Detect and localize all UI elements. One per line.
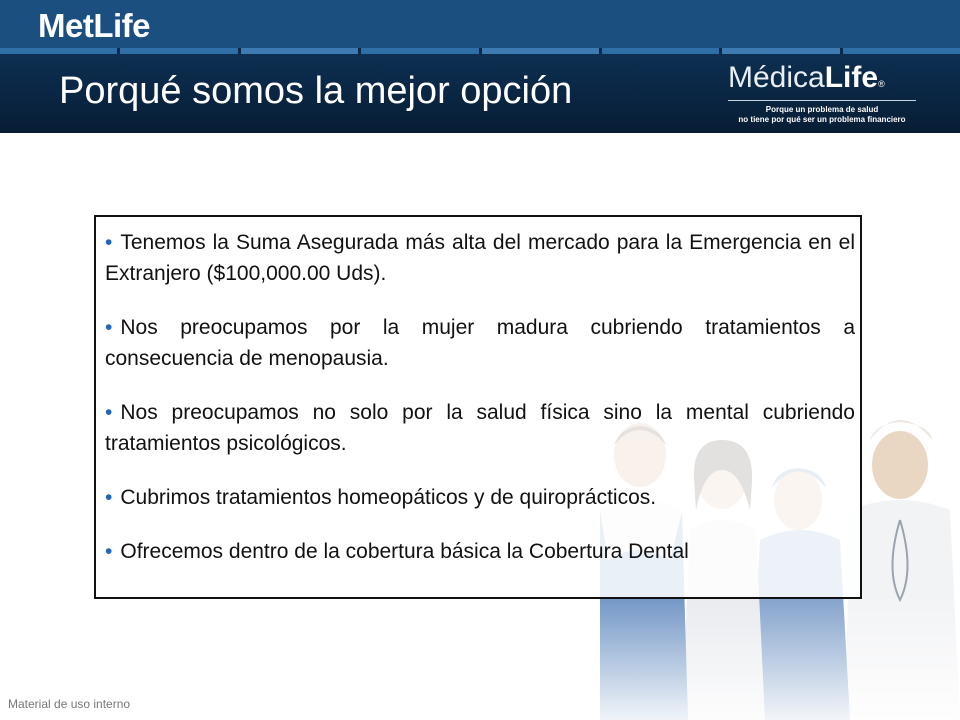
bullet-icon: • (105, 316, 113, 339)
bullet-icon: • (105, 231, 113, 254)
medicalife-rule (728, 100, 916, 101)
bullet-icon: • (105, 486, 113, 509)
benefits-list (105, 227, 855, 567)
list-item: • Nos preocupamos no solo por la salud física sino la mental cubriendo tratamientos psicológicos. (105, 401, 855, 455)
benefits-box (94, 215, 862, 599)
bullet-icon: • (105, 401, 113, 424)
medicalife-wordmark: MédicaLife® (728, 61, 885, 94)
list-item: • Nos preocupamos por la mujer madura cubriendo tratamientos a consecuencia de menopausia. (105, 316, 855, 370)
medicalife-logo (722, 58, 922, 130)
metlife-logo: MetLife (38, 7, 150, 44)
medicalife-tagline: Porque un problema de salud no tiene por qué ser un problema financiero (738, 105, 906, 124)
list-item: • Cubrimos tratamientos homeopáticos y de quiroprácticos. (105, 486, 657, 509)
list-item: • Ofrecemos dentro de la cobertura básica la Cobertura Dental (105, 540, 689, 563)
bullet-icon: • (105, 540, 113, 563)
footer-note: Material de uso interno (8, 697, 131, 711)
page-title: Porqué somos la mejor opción (59, 70, 573, 112)
header-banner (0, 0, 960, 133)
list-item: • Tenemos la Suma Asegurada más alta del mercado para la Emergencia en el Extranjero ($100,000.00 Uds). (105, 231, 855, 285)
